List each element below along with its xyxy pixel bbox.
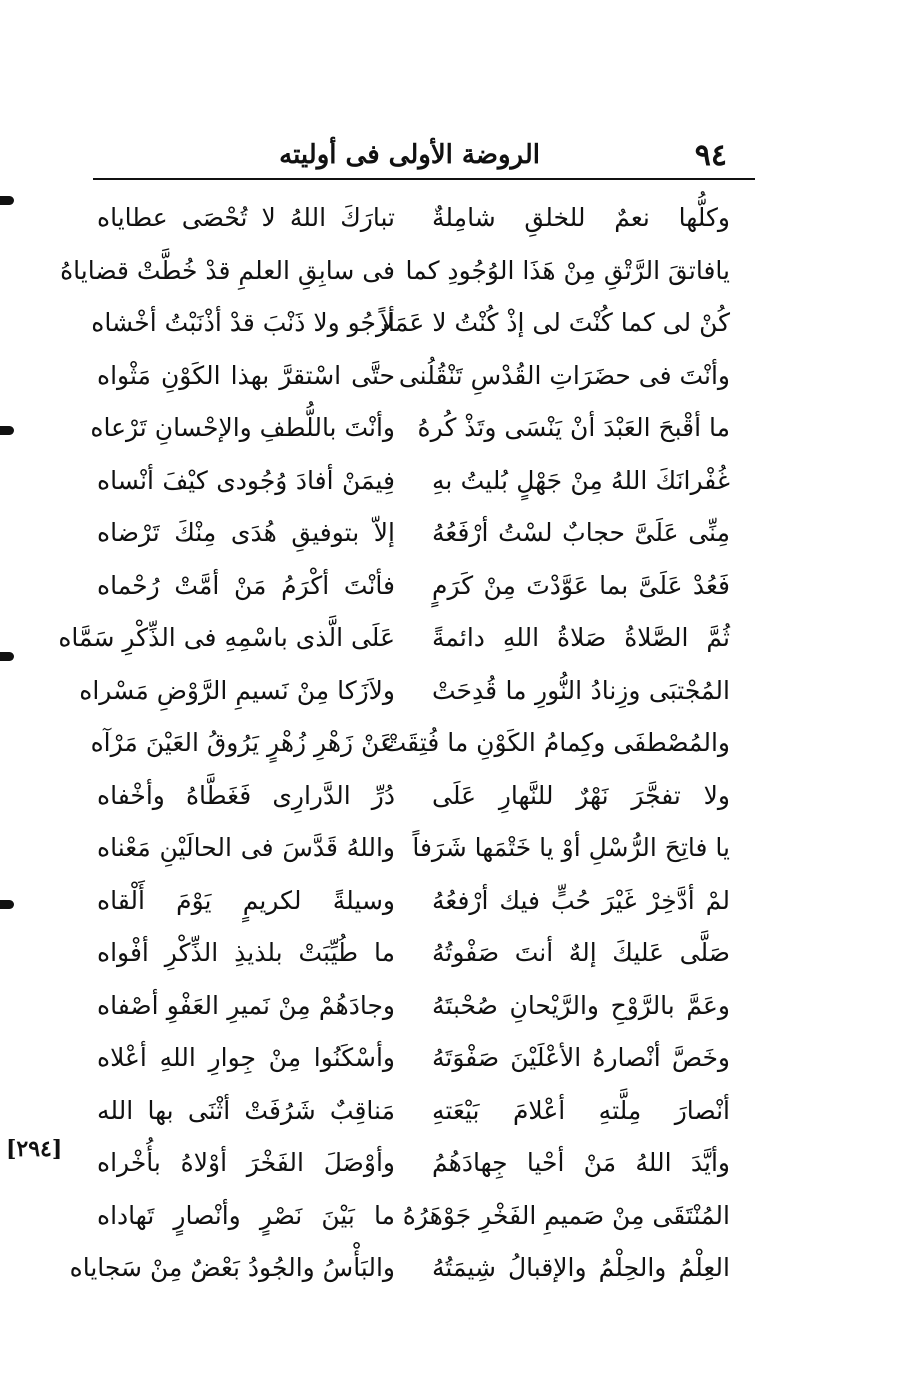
running-title: الروضة الأولى فى أوليته bbox=[279, 140, 540, 170]
second-hemistich: وجادَهُمْ مِنْ نَميرِ العَفْوِ أصْفاه bbox=[97, 990, 395, 1020]
verse-16 bbox=[95, 980, 745, 1033]
verse-2 bbox=[60, 245, 745, 298]
first-hemistich: وعَمَّ بالرَّوْحِ والرَّيْحانِ صُحْبتَهُ bbox=[432, 990, 730, 1020]
first-hemistich: كُنْ لى كما كُنْتَ لى إذْ كُنْتُ لا عَمَلاً bbox=[380, 308, 730, 337]
first-hemistich: العِلْمُ والحِلْمُ والإقبالُ شِيمَتُهُ bbox=[432, 1253, 730, 1282]
second-hemistich: وأنْتَ باللُّطفِ والإحْسانِ تَرْعاه bbox=[90, 413, 395, 442]
edge-mark bbox=[0, 652, 14, 661]
second-hemistich: واللهُ قَدَّسَ فى الحالَيْنِ مَعْناه bbox=[97, 833, 395, 862]
verse-8 bbox=[95, 560, 745, 613]
verse-17 bbox=[95, 1032, 745, 1085]
header-rule bbox=[93, 178, 755, 180]
second-hemistich: حتَّى اسْتقرَّ بهذا الكَوْنِ مَثْواه bbox=[97, 360, 395, 390]
verse-13 bbox=[95, 822, 745, 875]
edge-mark bbox=[0, 196, 14, 205]
verse-10 bbox=[79, 665, 745, 718]
first-hemistich: مِنِّى عَلَىَّ حجابٌ لسْتُ أرْفَعُهُ bbox=[432, 518, 730, 547]
first-hemistich: يا فاتِحَ الرُّسْلِ أوْ يا خَتْمَها شَرَفاً bbox=[412, 833, 730, 862]
second-hemistich: فِيمَنْ أفادَ وُجُودى كيْفَ أنْساه bbox=[97, 465, 395, 495]
first-hemistich: فَعُدْ عَلَىَّ بما عَوَّدْتَ مِنْ كَرَمٍ bbox=[432, 570, 730, 600]
second-hemistich: إلاّ بتوفيقِ هُدَى مِنْكَ تَرْضاه bbox=[97, 518, 395, 547]
verse-14 bbox=[95, 875, 745, 928]
second-hemistich: تبارَكَ اللهُ لا تُحْصَى عطاياه bbox=[97, 203, 395, 232]
second-hemistich: فى سابِقِ العلمِ قدْ خُطَّتْ قضاياهُ bbox=[60, 255, 395, 285]
first-hemistich: ما أقْبحَ العَبْدَ أنْ يَنْسَى وتَذْ كُرهُ bbox=[417, 413, 730, 442]
first-hemistich: صَلَّى عَليكَ إلهٌ أنتَ صَفْوتُهُ bbox=[432, 938, 730, 967]
poem bbox=[58, 192, 745, 1295]
first-hemistich: المُنْتَقَى مِنْ صَميمِ الفَخْرِ جَوْهَرُهُ bbox=[402, 1200, 730, 1230]
margin-reference: [٢٩٤] bbox=[6, 1136, 63, 1162]
verse-20 bbox=[95, 1190, 745, 1243]
second-hemistich: مَناقِبٌ شَرُفَتْ أثْنَى بها الله bbox=[97, 1095, 395, 1125]
edge-mark bbox=[0, 900, 14, 909]
second-hemistich: والبَأْسُ والجُودُ بَعْضٌ مِنْ سَجاياه bbox=[69, 1253, 395, 1282]
verse-4 bbox=[95, 350, 745, 403]
second-hemistich: وأسْكَنُوا مِنْ جِوارِ اللهِ أعْلاه bbox=[97, 1043, 395, 1072]
verse-18 bbox=[95, 1085, 745, 1138]
first-hemistich: غُفْرانَكَ اللهُ مِنْ جَهْلٍ بُليتُ بهِ bbox=[432, 465, 730, 495]
second-hemistich: وأوْصَلَ الفَخْرَ أوْلاهُ بأُخْراه bbox=[97, 1148, 395, 1177]
second-hemistich: عَلَى الَّذى باسْمِهِ فى الذِّكْرِ سَمَّاه bbox=[58, 623, 395, 652]
first-hemistich: ثُمَّ الصَّلاةُ صَلاةُ اللهِ دائمةً bbox=[432, 623, 730, 652]
second-hemistich: عَنْ زَهْرِ زُهْرٍ يَرُوقُ العَيْنَ مَرْآه bbox=[90, 728, 395, 757]
second-hemistich: فأنْتَ أكْرَمُ مَنْ أمَّتْ رُحْماه bbox=[97, 570, 395, 600]
verse-7 bbox=[95, 507, 745, 560]
first-hemistich: وأنْتَ فى حضَرَاتِ القُدْسِ تَنْقُلُنى bbox=[398, 360, 730, 390]
first-hemistich: لمْ أدَّخِرْ غَيْرَ حُبٍّ فيك أرْفعُهُ bbox=[432, 885, 730, 915]
verse-19 bbox=[95, 1137, 745, 1190]
edge-mark bbox=[0, 426, 14, 435]
verse-6 bbox=[95, 455, 745, 508]
verse-9 bbox=[58, 612, 745, 665]
verse-15 bbox=[95, 927, 745, 980]
first-hemistich: وأيَّدَ اللهُ مَنْ أحْيا جِهادَهُمُ bbox=[432, 1148, 730, 1177]
first-hemistich: أنْصارَ مِلَّتهِ أعْلامَ بَيْعَتهِ bbox=[432, 1095, 730, 1125]
second-hemistich: ما طُيِّبَتْ بلذيذِ الذِّكْرِ أفْواه bbox=[97, 938, 395, 967]
second-hemistich: أرجُو ولا ذَنْبَ قدْ أذْنَبْتُ أخْشاه bbox=[91, 308, 395, 337]
verse-3 bbox=[91, 297, 745, 350]
verse-1 bbox=[95, 192, 745, 245]
page-header bbox=[95, 138, 755, 178]
second-hemistich: ما بَيْنَ نَصْرٍ وأنْصارٍ تَهاداه bbox=[97, 1200, 395, 1230]
verse-12 bbox=[95, 770, 745, 823]
second-hemistich: وسيلةً لكريمٍ يَوْمَ أَلْقاه bbox=[97, 885, 395, 915]
verse-21 bbox=[69, 1242, 745, 1295]
first-hemistich: المُجْتبَى وزِنادُ النُّورِ ما قُدِحَتْ bbox=[432, 675, 730, 705]
first-hemistich: وخَصَّ أنْصارهُ الأعْلَيْنَ صَفْوَتَهُ bbox=[432, 1043, 730, 1072]
first-hemistich: والمُصْطفَى وكِمامُ الكَوْنِ ما فُتِقَتْ bbox=[382, 728, 730, 757]
verse-11 bbox=[90, 717, 745, 770]
second-hemistich: دُرِّ الدَّرارِى فَغَطَّاهُ وأخْفاه bbox=[97, 780, 395, 810]
second-hemistich: ولاَزَكا مِنْ نَسيمِ الرَّوْضِ مَسْراه bbox=[79, 675, 395, 705]
verse-5 bbox=[90, 402, 745, 455]
page-number: ٩٤ bbox=[694, 138, 727, 173]
first-hemistich: يافاتقَ الرَّتْقِ مِنْ هَذَا الوُجُودِ كما bbox=[405, 255, 730, 285]
first-hemistich: ولا تفجَّرَ نَهْرٌ للنَّهارِ عَلَى bbox=[432, 780, 730, 810]
first-hemistich: وكلُّها نعمٌ للخلقِ شامِلةٌ bbox=[432, 203, 730, 232]
